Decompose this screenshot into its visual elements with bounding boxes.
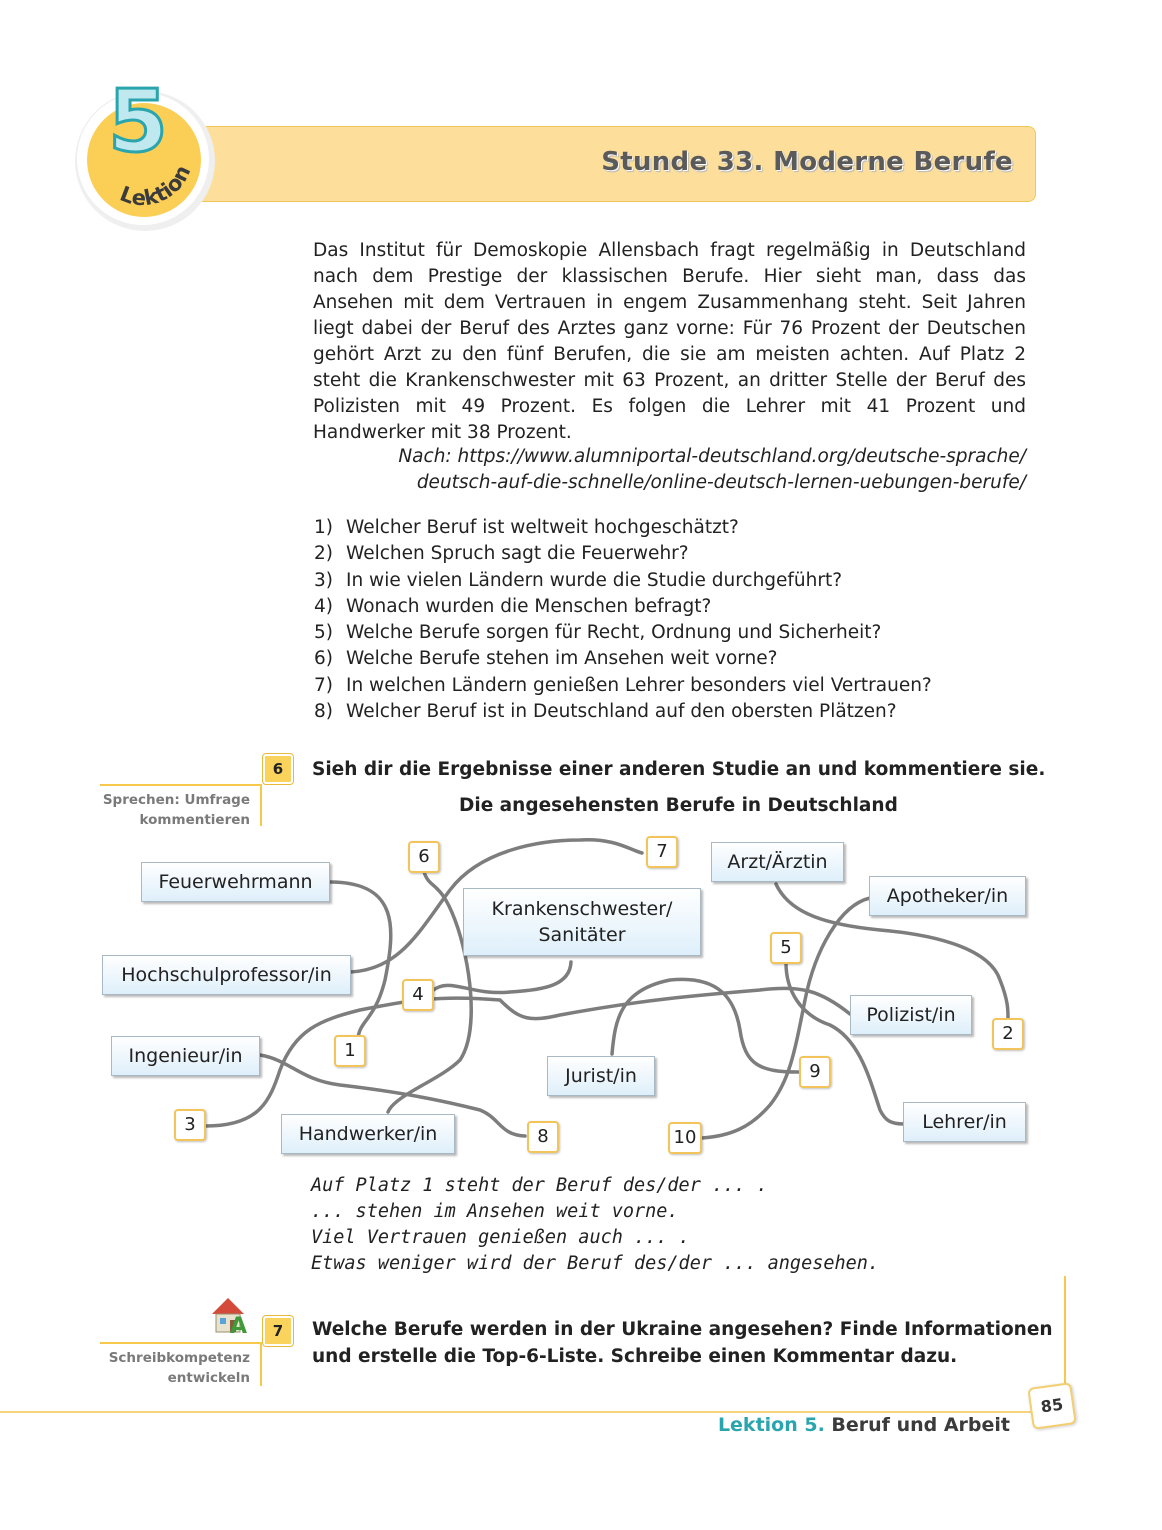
lesson-number: 5 (108, 72, 168, 172)
job-arzt: Arzt/Ärztin (711, 842, 844, 882)
task-6-number: 6 (263, 754, 293, 784)
list-item: 7) In welchen Ländern genießen Lehrer besonders viel Vertrauen? (314, 674, 932, 696)
rank-box-1: 1 (334, 1035, 366, 1067)
rank-box-7: 7 (646, 836, 678, 868)
sentence-starters (311, 1173, 879, 1277)
line-rank-5 (786, 963, 904, 1124)
job-handwerker: Handwerker/in (281, 1114, 455, 1154)
task-7-number: 7 (263, 1316, 293, 1346)
sentence-line: Viel Vertrauen genießen auch ... . (311, 1227, 690, 1248)
source-line-1: Nach: https://www.alumniportal-deutschland.org/deutsche-sprache/ (398, 446, 1026, 467)
task-7-instruction: Welche Berufe werden in der Ukraine angesehen? Finde Informationen und erstelle die Top-6-Liste. Schreibe einen Kommentar dazu. (312, 1319, 1053, 1367)
list-item: 3) In wie vielen Ländern wurde die Studie durchgeführt? (314, 569, 843, 591)
rank-box-2: 2 (992, 1018, 1024, 1050)
job-hochschulprofessor: Hochschulprofessor/in (102, 955, 351, 995)
list-item: 5) Welche Berufe sorgen für Recht, Ordnung und Sicherheit? (314, 622, 882, 644)
list-item: 4) Wonach wurden die Menschen befragt? (314, 595, 712, 617)
job-jurist: Jurist/in (547, 1056, 655, 1096)
line-rank-3 (206, 988, 850, 1126)
footer-lesson-ref: Lektion 5. (717, 1414, 825, 1436)
home-task-icon (208, 1294, 254, 1336)
line-krankenschwester (432, 962, 571, 993)
job-krankenschwester-line1: Krankenschwester/ (491, 898, 673, 920)
task-6-instruction: Sieh dir die Ergebnisse einer anderen Studie an und kommentiere sie. (312, 759, 1046, 780)
sentence-line: Etwas weniger wird der Beruf des/der ... angesehen. (311, 1253, 880, 1274)
footer-title (718, 1414, 1010, 1436)
sentence-line: Auf Platz 1 steht der Beruf des/der ... . (311, 1175, 768, 1196)
intro-paragraph: Das Institut für Demoskopie Allensbach fragt regelmäßig in Deutschland nach dem Prestige der klassischen Berufe. Hier sieht man, dass das Ansehen mit dem Vertrauen in engem Zusammenhang steht. Seit Jahren liegt dabei der Beruf des Arztes ganz vorne: Für 76 Prozent der Deutschen gehört Arzt zu den fünf Berufen, die sie am meisten achten. Auf Platz 2 steht die Krankenschwester mit 63 Prozent, an dritter Stelle der Beruf des Polizisten mit 49 Prozent. Es folgen die Lehrer mit 41 Prozent und Handwerker mit 38 Prozent. (313, 240, 1026, 443)
job-lehrer: Lehrer/in (903, 1102, 1026, 1142)
job-feuerwehrmann: Feuerwehrmann (141, 862, 330, 902)
job-krankenschwester-line2: Sanitäter (538, 924, 626, 946)
page-title: Stunde 33. Moderne Berufe (601, 147, 1013, 177)
list-item: 1) Welcher Beruf ist weltweit hochgeschätzt? (314, 517, 739, 538)
footer-topic: Beruf und Arbeit (831, 1414, 1010, 1436)
diagram-title: Die angesehensten Berufe in Deutschland (459, 795, 898, 816)
source-line-2: deutsch-auf-die-schnelle/online-deutsch-lernen-uebungen-berufe/ (416, 472, 1026, 493)
list-item: 8) Welcher Beruf ist in Deutschland auf den obersten Plätzen? (314, 701, 897, 723)
rank-box-3: 3 (174, 1109, 206, 1141)
rank-box-8: 8 (527, 1121, 559, 1153)
page-number: 85 (1027, 1382, 1076, 1430)
rank-box-10: 10 (668, 1122, 702, 1154)
rank-box-4: 4 (402, 979, 434, 1011)
task-6-skill-label: Sprechen: Umfrage kommentieren (102, 792, 250, 828)
job-ingenieur: Ingenieur/in (111, 1036, 260, 1076)
task-7-skill-label: Schreibkompetenz entwickeln (108, 1350, 250, 1386)
list-item: 6) Welche Berufe stehen im Ansehen weit vorne? (314, 648, 778, 670)
job-apotheker: Apotheker/in (869, 876, 1026, 916)
task-7-rule (100, 1342, 262, 1344)
rank-box-6: 6 (408, 841, 440, 873)
badge-lesson-word: Lektion (116, 161, 196, 211)
sentence-line: ... stehen im Ansehen weit vorne. (311, 1201, 679, 1222)
list-item: 2) Welchen Spruch sagt die Feuerwehr? (314, 543, 689, 565)
rank-box-9: 9 (799, 1056, 831, 1088)
task-7-rule-vertical (260, 1342, 262, 1386)
svg-text:A: A (230, 1314, 248, 1336)
rank-box-5: 5 (770, 932, 802, 964)
job-krankenschwester (463, 888, 701, 956)
job-polizist: Polizist/in (850, 995, 972, 1035)
footer-rule (0, 1411, 1040, 1413)
